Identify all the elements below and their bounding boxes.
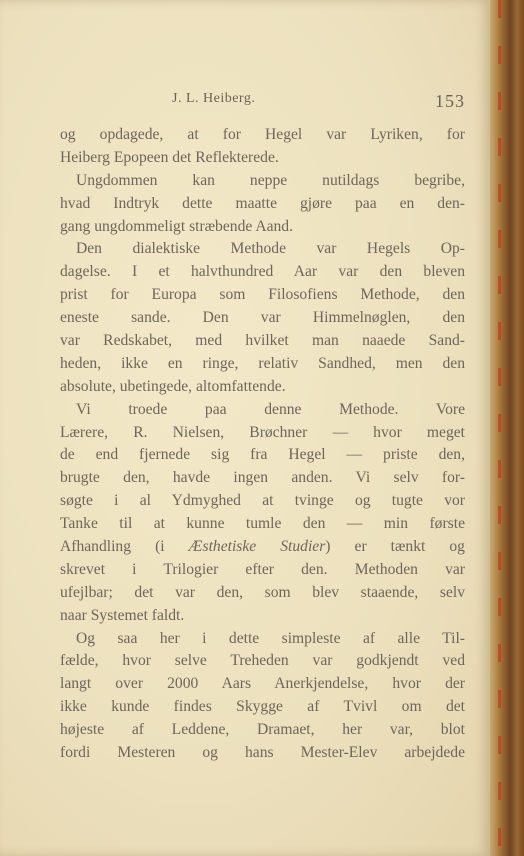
text-segment: Heiberg Epopeen det Reflekterede. (60, 148, 279, 166)
text-line (60, 719, 465, 742)
text-segment: Den dialektiske Methode var Hegels Op- (76, 240, 465, 258)
text-line (60, 513, 465, 536)
book-title-italic: Æsthetiske Studier (188, 538, 326, 556)
text-line (60, 330, 465, 353)
text-segment: Vi troede paa denne Methode. Vore (76, 400, 465, 418)
text-segment: Afhandling (i (60, 538, 189, 556)
text-segment: var Redskabet, med hvilket man naaede Sand- (60, 332, 465, 350)
text-segment: søgte i al Ydmyghed at tvinge og tugte vor (60, 492, 465, 510)
text-line (60, 536, 465, 559)
text-segment: absolute, ubetingede, altomfattende. (60, 377, 286, 395)
text-line (60, 238, 465, 261)
text-segment: højeste af Leddene, Dramaet, her var, blot (60, 721, 465, 739)
text-line (60, 216, 465, 239)
text-segment: Tanke til at kunne tumle den — min første (60, 515, 465, 533)
text-segment: langt over 2000 Aars Anerkjendelse, hvor der (60, 675, 465, 693)
body-text (60, 124, 465, 765)
text-segment: ufejlbar; det var den, som blev staaende, selv (60, 583, 465, 601)
text-line (60, 261, 465, 284)
text-line (60, 353, 465, 376)
text-line (60, 147, 465, 170)
text-segment: fordi Mesteren og hans Mester-Elev arbejdede (60, 744, 465, 762)
page-header (60, 91, 465, 115)
text-line (60, 673, 465, 696)
text-segment: ) er tænkt og (325, 538, 465, 556)
text-line (60, 422, 465, 445)
text-line (60, 376, 465, 399)
text-line (60, 628, 465, 651)
text-line (60, 170, 465, 193)
text-segment: Lærere, R. Nielsen, Brøchner — hvor meget (60, 423, 465, 441)
text-segment: prist for Europa som Filosofiens Methode, den (60, 286, 465, 304)
page-number: 153 (435, 91, 465, 111)
text-line (60, 193, 465, 216)
text-segment: ikke kunde findes Skygge af Tvivl om det (60, 698, 465, 716)
text-segment: brugte den, havde ingen anden. Vi selv for- (60, 469, 465, 487)
text-segment: fælde, hvor selve Treheden var godkjendt ved (60, 652, 465, 670)
text-line (60, 490, 465, 513)
text-segment: eneste sande. Den var Himmelnøglen, den (60, 309, 465, 327)
text-segment: dagelse. I et halvthundred Aar var den bleven (60, 263, 465, 281)
text-segment: Ungdommen kan neppe nutildags begribe, (76, 171, 465, 189)
running-head: J. L. Heiberg. (172, 91, 256, 106)
text-line (60, 650, 465, 673)
text-line (60, 399, 465, 422)
text-line (60, 467, 465, 490)
text-segment: og opdagede, at for Hegel var Lyriken, for (60, 126, 465, 143)
book-spine (490, 0, 524, 856)
text-line (60, 742, 465, 765)
text-segment: Og saa her i dette simpleste af alle Til- (76, 629, 465, 647)
text-segment: gang ungdommeligt stræbende Aand. (60, 217, 294, 235)
text-line (60, 307, 465, 330)
text-segment: de end fjernede sig fra Hegel — priste den, (60, 446, 465, 464)
text-segment: naar Systemet faldt. (60, 606, 185, 624)
text-line (60, 284, 465, 307)
text-line (60, 124, 465, 147)
text-segment: hvad Indtryk dette maatte gjøre paa en den- (60, 194, 465, 212)
text-segment: heden, ikke en ringe, relativ Sandhed, men den (60, 354, 465, 372)
text-line (60, 582, 465, 605)
text-line (60, 444, 465, 467)
text-segment: skrevet i Trilogier efter den. Methoden var (60, 560, 465, 578)
text-line (60, 605, 465, 628)
text-line (60, 559, 465, 582)
text-line (60, 696, 465, 719)
